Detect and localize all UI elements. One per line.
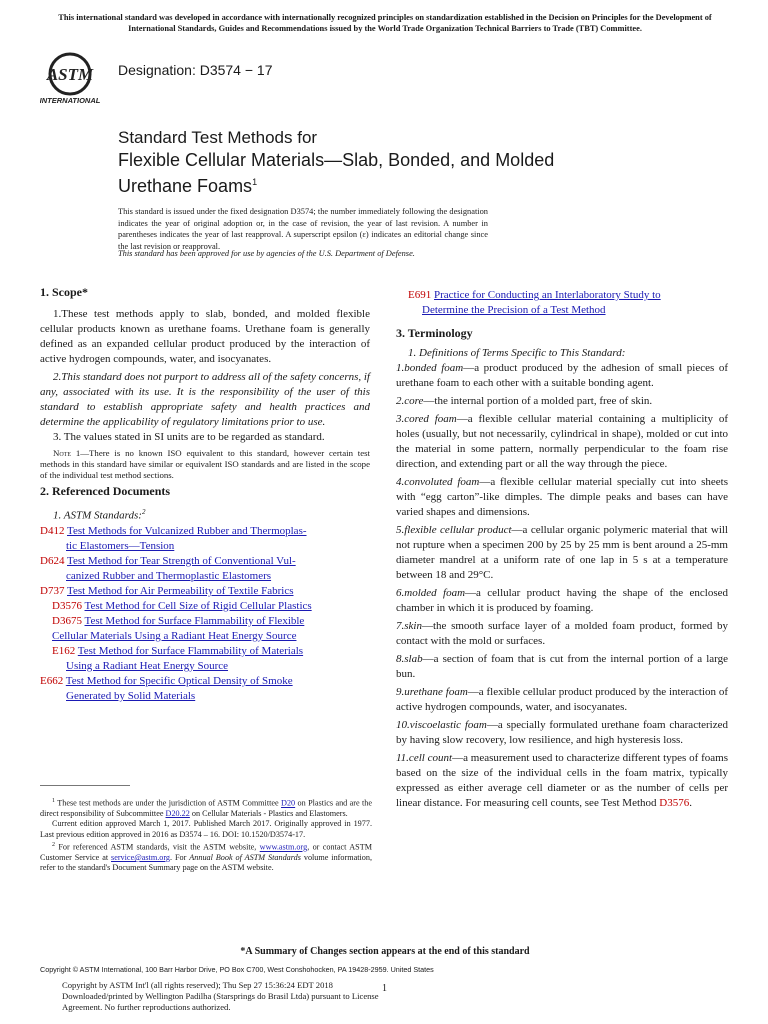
- reference-d624-cont[interactable]: canized Rubber and Thermoplastic Elastomers: [66, 569, 272, 582]
- title-line-2: Flexible Cellular Materials—Slab, Bonded, and Molded: [118, 150, 555, 170]
- section-heading-referenced-documents: 2. Referenced Documents: [40, 484, 171, 498]
- scope-1-1: 1.These test methods apply to slab, bonded, and molded flexible cellular products known as urethane foams. Urethane foam is generally defined as an expanded cellular product produced by the interaction of active hydrogen compounds, water, and isocyanates.: [40, 308, 370, 365]
- reference-e162-cont[interactable]: Using a Radiant Heat Energy Source: [66, 659, 229, 672]
- astm-standards-subheading: 1. ASTM Standards:$^2$: [53, 508, 146, 522]
- cell-count-d3576-ref[interactable]: D3576: [659, 797, 690, 809]
- term-convoluted-foam: 4.convoluted foam—a flexible cellular material specially cut into sheets with “egg carton”-like dimples. The dimple peaks and bases can have varied shapes and dimensions.: [396, 476, 728, 518]
- reference-d412-cont[interactable]: tic Elastomers—Tension: [66, 539, 175, 552]
- reference-d3675-cont[interactable]: Cellular Materials Using a Radiant Heat Energy Source: [52, 629, 297, 642]
- reference-e691[interactable]: E691 Practice for Conducting an Interlaboratory Study to: [408, 289, 661, 301]
- scope-1-3: 3. The values stated in SI units are to be regarded as standard.: [53, 431, 325, 443]
- page-number: 1: [382, 983, 387, 994]
- reference-e691-cont[interactable]: Determine the Precision of a Test Method: [422, 304, 606, 316]
- footnotes: [40, 796, 372, 874]
- term-urethane-foam: 9.urethane foam—a flexible cellular product produced by the interaction of active hydrogen compounds, water, and isocyanates.: [396, 686, 729, 713]
- section-heading-terminology: 3. Terminology: [396, 326, 473, 340]
- footnote-2: $^2$ For referenced ASTM standards, visit the ASTM website, www.astm.org, or contact ASTM Customer Service at service@astm.org. For Annual Book of ASTM Standards volume information, refer to the standard's Document Summary page on the ASTM website.: [40, 841, 373, 873]
- footnote-rule: [40, 785, 130, 786]
- note-label: Note: [53, 448, 72, 458]
- reference-d624[interactable]: D624 Test Method for Tear Strength of Conventional Vul-: [40, 554, 296, 567]
- document-title: [118, 127, 554, 197]
- reference-e662-cont[interactable]: Generated by Solid Materials: [66, 689, 196, 702]
- footnote-link-d20[interactable]: D20: [281, 798, 296, 808]
- designation: Designation: D3574 − 17: [118, 62, 273, 78]
- title-line-3: Urethane Foams: [118, 176, 253, 196]
- right-column: [396, 288, 728, 811]
- term-bonded-foam: 1.bonded foam—a product produced by the adhesion of small pieces of urethane foam to each other with a suitable bonding agent.: [396, 362, 729, 389]
- astm-service-email-link[interactable]: service@astm.org: [111, 852, 171, 862]
- left-column: [40, 285, 370, 704]
- dod-approval: This standard has been approved for use by agencies of the U.S. Department of Defense.: [118, 249, 415, 258]
- footnote-1: $^1$ These test methods are under the jurisdiction of ASTM Committee D20 on Plastics and are the direct responsibility of Subcommittee D20.22 on Cellular Materials - Plastics and Elastomers.: [40, 798, 373, 819]
- astm-website-link[interactable]: www.astm.org: [259, 842, 308, 852]
- reference-list: [40, 524, 370, 704]
- footnote-link-d2022[interactable]: D20.22: [165, 809, 190, 819]
- summary-of-changes-note: *A Summary of Changes section appears at the end of this standard: [240, 946, 530, 957]
- reference-d3576[interactable]: D3576 Test Method for Cell Size of Rigid Cellular Plastics: [52, 599, 312, 612]
- term-skin: 7.skin—the smooth surface layer of a molded foam product, formed by contact with the mold or surfaces.: [396, 620, 728, 647]
- reference-d412[interactable]: D412 Test Methods for Vulcanized Rubber and Thermoplas-: [40, 524, 307, 537]
- wto-notice: This international standard was developed in accordance with internationally recognized principles on standardization established in the Decision on Principles for the Development of International Standards, Guides and Recommendations issued by the World Trade Organization Technical Barriers to Trade (TBT) Committee.: [58, 13, 712, 33]
- note-text: 1—There is no known ISO equivalent to this standard, however certain test methods in this standard have similar or equivalent ISO standards and are listed in the scope of the individual test method sections.: [40, 448, 370, 480]
- term-flexible-cellular-product: 5.flexible cellular product—a cellular organic polymeric material that will not rupture when a specimen 200 by 25 by 25 mm is bent around a 25-mm diameter mandrel at a uniform rate of one lap in 5 s at a temperature between 18 and 29°C.: [396, 524, 728, 581]
- reference-d3675[interactable]: D3675 Test Method for Surface Flammability of Flexible: [52, 614, 305, 627]
- copyright-line: Copyright © ASTM International, 100 Barr Harbor Drive, PO Box C700, West Conshohocken, PA 19428-2959. United States: [40, 965, 434, 974]
- term-molded-foam: 6.molded foam—a cellular product having the shape of the enclosed chamber in which it is produced by foaming.: [396, 587, 728, 614]
- reference-e662[interactable]: E662 Test Method for Specific Optical Density of Smoke: [40, 674, 293, 687]
- reference-e162[interactable]: E162 Test Method for Surface Flammability of Materials: [52, 644, 304, 657]
- logo-subtext: INTERNATIONAL: [40, 96, 101, 105]
- title-line-1: Standard Test Methods for: [118, 128, 318, 147]
- astm-standards-footnote-marker[interactable]: 2: [141, 508, 146, 516]
- term-core: 2.core—the internal portion of a molded part, free of skin.: [396, 395, 653, 407]
- download-notice: Copyright by ASTM Int'l (all rights reserved); Thu Sep 27 15:36:24 EDT 2018 Downloaded/printed by Wellington Padilha (Starsprings do Brasil Ltda) pursuant to License Agreement. No further reproductions authorized.: [62, 980, 379, 1012]
- title-footnote-marker[interactable]: 1: [252, 177, 258, 187]
- section-heading-scope: 1. Scope*: [40, 285, 88, 299]
- footnote-1-edition: Current edition approved March 1, 2017. Published March 2017. Originally approved in 1977. Last previous edition approved in 2016 as D3574 – 16. DOI: 10.1520/D3574-17.: [40, 819, 372, 839]
- reference-d737[interactable]: D737 Test Method for Air Permeability of Textile Fabrics: [40, 584, 294, 597]
- definitions-subheading: 1. Definitions of Terms Specific to This Standard:: [408, 347, 626, 359]
- astm-logo: [40, 50, 112, 106]
- term-slab: 8.slab—a section of foam that is cut from the internal portion of a large bun.: [396, 653, 728, 680]
- scope-1-2: 2.This standard does not purport to address all of the safety concerns, if any, associated with its use. It is the responsibility of the user of this standard to establish appropriate safety and health practices and determine the applicability of regulatory limitations prior to use.: [40, 371, 370, 428]
- issuance-statement: This standard is issued under the fixed designation D3574; the number immediately following the designation indicates the year of original adoption or, in the case of revision, the year of last revision. A number in parentheses indicates the year of last reapproval. A superscript epsilon (ε) indicates an editorial change since the last revision or reapproval.: [118, 207, 488, 251]
- term-cell-count: 11.cell count—a measurement used to characterize different types of foams based on the size of the individual cells in the foam matrix, typically expressed as either average cell diameter or as the number of cells per linear distance. For measuring cell counts, see Test Method D3576.: [396, 752, 728, 809]
- logo-text: ASTM: [46, 65, 94, 84]
- term-viscoelastic-foam: 10.viscoelastic foam—a specially formulated urethane foam characterized by having slow recovery, low resilience, and high hysteresis loss.: [396, 719, 728, 746]
- note-1: [40, 448, 370, 481]
- term-cored-foam: 3.cored foam—a flexible cellular material containing a multiplicity of holes (usually, but not necessarily, cylindrical in shape), molded or cut into the material in some pattern, normally perpendicular to the foam rise direction, and extending part or all the way through the piece.: [396, 413, 728, 470]
